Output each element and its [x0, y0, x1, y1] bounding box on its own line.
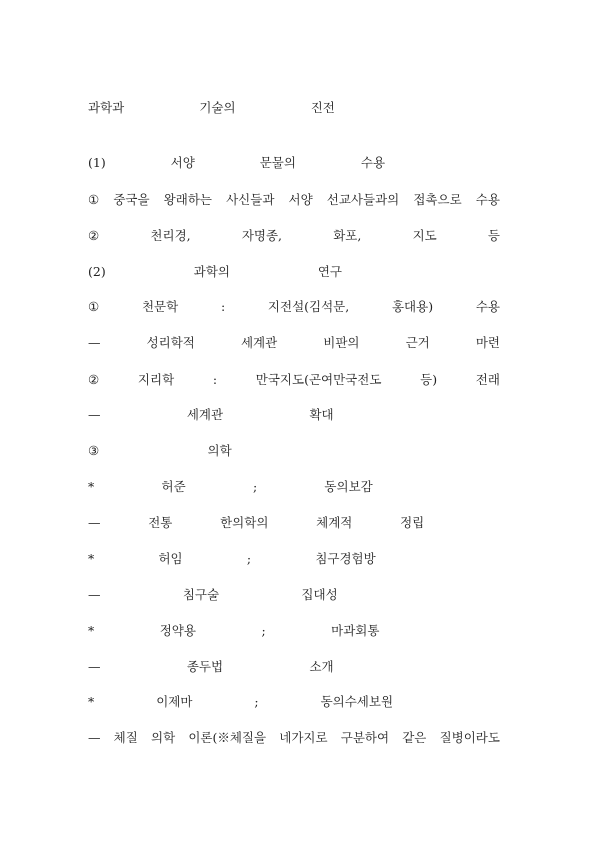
word: 등 [487, 228, 500, 243]
list-item [88, 585, 500, 605]
list-item [88, 333, 500, 353]
word: 수용 [475, 192, 500, 207]
list-item [88, 370, 500, 390]
word: — [88, 730, 101, 745]
word: ③ [88, 443, 100, 458]
section-1-heading [88, 153, 500, 173]
word: 침구경험방 [315, 551, 376, 566]
word: — [88, 587, 101, 602]
word: 질병이라도 [439, 730, 500, 745]
heading-science-tech [88, 98, 500, 118]
word: 같은 [402, 730, 427, 745]
word: 지전설(김석문, [267, 299, 350, 314]
word: 진전 [310, 100, 335, 115]
word: 비판의 [323, 335, 360, 350]
word: 허준 [161, 479, 186, 494]
word: (1) [88, 155, 106, 170]
list-item [88, 297, 500, 317]
word: 허임 [158, 551, 183, 566]
word: 정립 [400, 515, 425, 530]
list-item [88, 477, 500, 497]
word: 연구 [317, 264, 343, 279]
word: 마과회통 [331, 623, 380, 638]
list-item [88, 621, 500, 641]
word: ; [252, 479, 258, 494]
word: — [88, 407, 101, 422]
word: ; [246, 551, 252, 566]
word: 사신들과 [226, 192, 275, 207]
word: 수용 [360, 155, 386, 170]
word: 과학의 [193, 264, 230, 279]
word: 전래 [475, 372, 500, 387]
word: 침구술 [182, 587, 220, 602]
word: ; [254, 694, 259, 709]
word: 의학 [151, 730, 176, 745]
word: 접촉으로 [413, 192, 462, 207]
word: 세계관 [240, 335, 278, 350]
word: 정약용 [159, 623, 196, 638]
word: 만국지도(곤여만국전도 [255, 372, 382, 387]
list-item [88, 190, 500, 210]
word: ; [261, 623, 266, 638]
word: 천문학 [141, 299, 179, 314]
list-item [88, 549, 500, 569]
word: 성리학적 [146, 335, 195, 350]
word: 자명종, [241, 228, 283, 243]
word: 체계적 [316, 515, 353, 530]
word: (2) [88, 264, 106, 279]
word: 집대성 [301, 587, 338, 602]
list-item [88, 657, 500, 677]
word: 과학과 [88, 100, 125, 115]
word: 한의학의 [220, 515, 269, 530]
list-item [88, 728, 500, 748]
list-item [88, 405, 500, 425]
word: : [220, 299, 226, 314]
word: 이론(※체질을 [188, 730, 267, 745]
list-item [88, 441, 500, 461]
word: 네가지로 [279, 730, 328, 745]
word: 확대 [309, 407, 334, 422]
word: 종두법 [186, 659, 224, 674]
word: 수용 [475, 299, 500, 314]
word: 소개 [309, 659, 334, 674]
word: 동의수세보원 [320, 694, 394, 709]
word: 지도 [412, 228, 437, 243]
word: — [88, 335, 101, 350]
word: 지리학 [137, 372, 175, 387]
word: * [88, 694, 95, 709]
word: 중국을 [113, 192, 150, 207]
word: 왕래하는 [163, 192, 212, 207]
word: 선교사들과의 [326, 192, 400, 207]
word: ① [88, 299, 100, 314]
word: : [212, 372, 218, 387]
word: 서양 [288, 192, 313, 207]
word: 근거 [405, 335, 430, 350]
list-item [88, 692, 500, 712]
word: 홍대용) [391, 299, 434, 314]
word: 세계관 [186, 407, 224, 422]
word: * [88, 479, 95, 494]
word: 문물의 [259, 155, 296, 170]
word: 전통 [148, 515, 173, 530]
word: 등) [420, 372, 438, 387]
word: — [88, 515, 101, 530]
word: 기술의 [199, 100, 236, 115]
section-2-heading [88, 262, 500, 282]
word: 구분하여 [340, 730, 390, 745]
word: 마련 [475, 335, 500, 350]
word: 의학 [207, 443, 232, 458]
list-item [88, 513, 500, 533]
word: 서양 [170, 155, 195, 170]
word: 이제마 [156, 694, 193, 709]
word: 체질 [113, 730, 138, 745]
word: * [88, 623, 95, 638]
word: * [88, 551, 95, 566]
word: ① [88, 192, 100, 207]
word: 화포, [333, 228, 362, 243]
list-item [88, 226, 500, 246]
word: ② [88, 372, 100, 387]
word: — [88, 659, 101, 674]
word: 천리경, [150, 228, 191, 243]
word: ② [88, 228, 100, 243]
word: 동의보감 [324, 479, 373, 494]
